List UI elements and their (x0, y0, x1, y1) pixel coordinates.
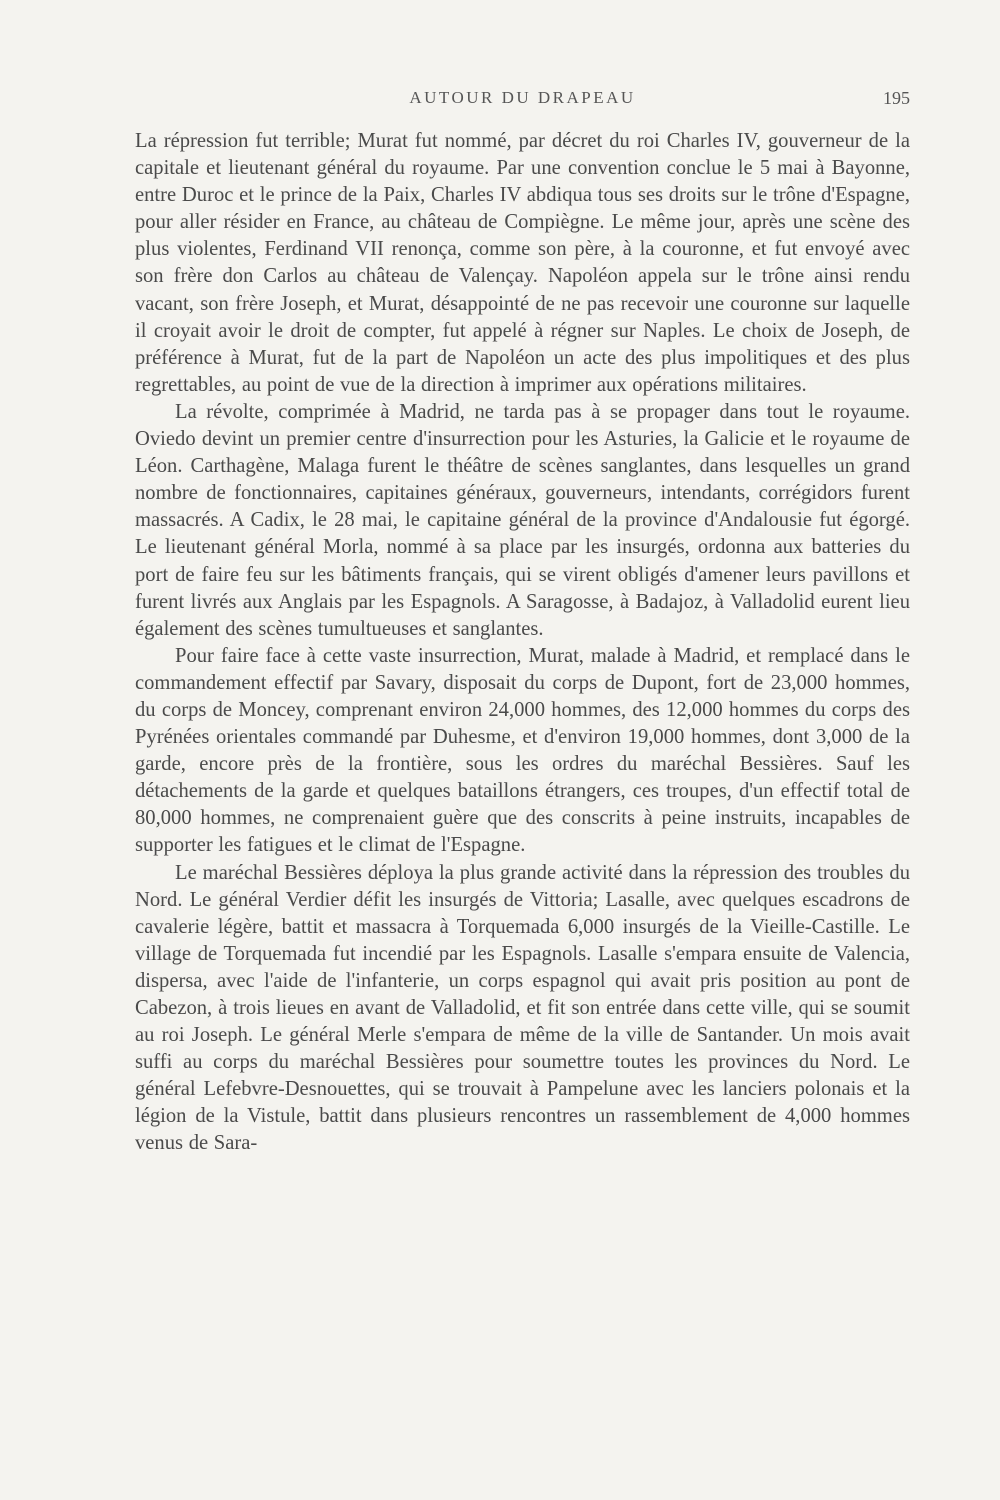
paragraph-4: Le maréchal Bessières déploya la plus grande activité dans la répression des troubles du Nord. Le général Verdier défit les insurgés de Vittoria; Lasalle, avec quelques escadrons de cavalerie légère, battit et massacra à Torquemada 6,000 insurgés de la Vieille-Castille. Le village de Torquemada fut incendié par les Espagnols. Lasalle s'empara ensuite de Valencia, dispersa, avec l'aide de l'infanterie, un corps espagnol qui avait pris position au pont de Cabezon, à trois lieues en avant de Valladolid, et fit son entrée dans cette ville, qui se soumit au roi Joseph. Le général Merle s'empara de même de la ville de Santander. Un mois avait suffi au corps du maréchal Bessières pour soumettre toutes les provinces du Nord. Le général Lefebvre-Desnouettes, qui se trouvait à Pampelune avec les lanciers polonais et la légion de la Vistule, battit dans plusieurs rencontres un rassemblement de 4,000 hommes venus de Sara- (135, 861, 910, 1155)
paragraph-3: Pour faire face à cette vaste insurrection, Murat, malade à Madrid, et remplacé dans le commandement effectif par Savary, disposait du corps de Dupont, fort de 23,000 hommes, du corps de Moncey, comprenant environ 24,000 hommes, des 12,000 hommes du corps des Pyrénées orientales commandé par Duhesme, et d'environ 19,000 hommes, dont 3,000 de la garde, encore près de la frontière, sous les ordres du maréchal Bessières. Sauf les détachements de la garde et quelques bataillons étrangers, ces troupes, d'un effectif total de 80,000 hommes, ne comprenaient guère que des conscrits à peine instruits, incapables de supporter les fatigues et le climat de l'Espagne. (135, 644, 910, 857)
paragraph-2: La révolte, comprimée à Madrid, ne tarda pas à se propager dans tout le royaume. Oviedo devint un premier centre d'insurrection pour les Asturies, la Galicie et le royaume de Léon. Carthagène, Malaga furent le théâtre de scènes sanglantes, dans lesquelles un grand nombre de fonctionnaires, capitaines généraux, gouverneurs, intendants, corrégidors furent massacrés. A Cadix, le 28 mai, le capitaine général de la province d'Andalousie fut égorgé. Le lieutenant général Morla, nommé à sa place par les insurgés, ordonna aux batteries du port de faire feu sur les bâtiments français, qui se virent obligés d'amener leurs pavillons et furent livrés aux Anglais par les Espagnols. A Saragosse, à Badajoz, à Valladolid eurent lieu également des scènes tumultueuses et sanglantes. (135, 400, 910, 640)
running-title: AUTOUR DU DRAPEAU (409, 88, 636, 107)
page-number: 195 (883, 88, 910, 108)
running-head (135, 88, 910, 116)
body-text (135, 128, 910, 1158)
paragraph-1: La répression fut terrible; Murat fut nommé, par décret du roi Charles IV, gouverneur de la capitale et lieutenant général du royaume. Par une convention conclue le 5 mai à Bayonne, entre Duroc et le prince de la Paix, Charles IV abdiqua tous ses droits sur le trône d'Espagne, pour aller résider en France, au château de Compiègne. Le même jour, après une scène des plus violentes, Ferdinand VII renonça, comme son père, à la couronne, et fut envoyé avec son frère don Carlos au château de Valençay. Napoléon appela sur le trône ainsi rendu vacant, son frère Joseph, et Murat, désappointé de ne pas recevoir une couronne sur laquelle il croyait avoir le droit de compter, fut appelé à régner sur Naples. Le choix de Joseph, de préférence à Murat, fut de la part de Napoléon un acte des plus impolitiques et des plus regrettables, au point de vue de la direction à imprimer aux opérations militaires. (135, 130, 910, 396)
